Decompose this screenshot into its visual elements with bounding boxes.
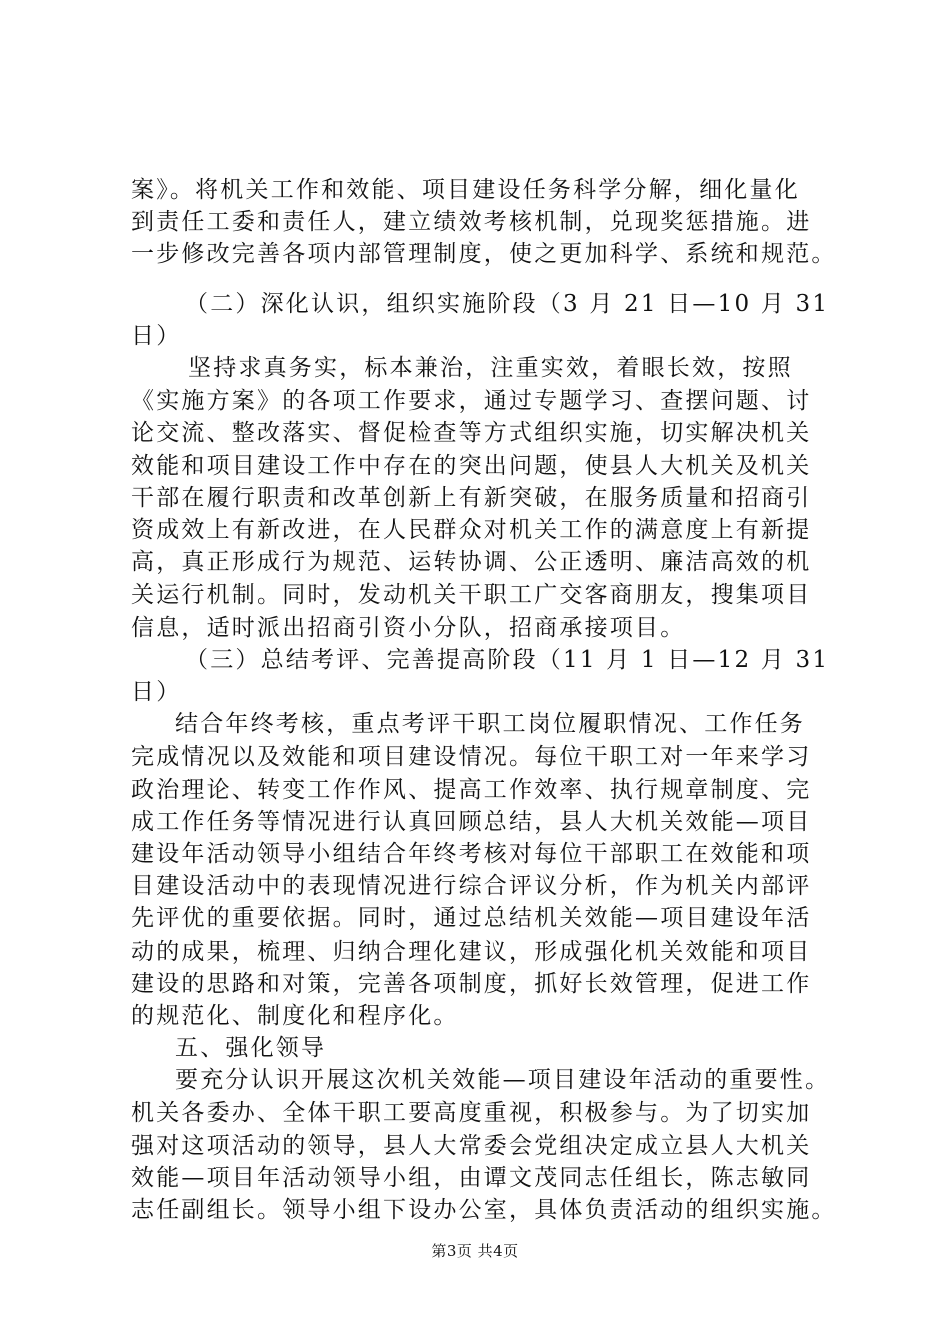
text-line: 政治理论、转变工作作风、提高工作效率、执行规章制度、完 (131, 777, 812, 803)
text-line: 效能和项目建设工作中存在的突出问题，使县人大机关及机关 (131, 453, 812, 479)
text-line: 《实施方案》的各项工作要求，通过专题学习、查摆问题、讨 (131, 388, 812, 414)
text-line: 建设年活动领导小组结合年终考核对每位干部职工在效能和项 (131, 841, 812, 867)
text-line: 建设的思路和对策，完善各项制度，抓好长效管理，促进工作 (131, 971, 812, 997)
text-line: 一步修改完善各项内部管理制度，使之更加科学、系统和规范。 (131, 241, 837, 267)
section-heading: （二）深化认识，组织实施阶段（3 月 21 日—10 月 31 (185, 291, 830, 317)
text-line: 先评优的重要依据。同时，通过总结机关效能—项目建设年活 (131, 905, 812, 931)
text-line: 信息，适时派出招商引资小分队，招商承接项目。 (131, 615, 686, 641)
text-line: 成工作任务等情况进行认真回顾总结，县人大机关效能—项目 (131, 809, 812, 835)
text-line: 干部在履行职责和改革创新上有新突破，在服务质量和招商引 (131, 485, 812, 511)
section-heading: 五、强化领导 (175, 1035, 327, 1061)
text-line: 机关各委办、全体干职工要高度重视，积极参与。为了切实加 (131, 1100, 812, 1126)
text-line: 效能—项目年活动领导小组，由谭文茂同志任组长，陈志敏同 (131, 1165, 812, 1191)
text-line: 论交流、整改落实、督促检查等方式组织实施，切实解决机关 (131, 420, 812, 446)
text-line: 结合年终考核，重点考评干职工岗位履职情况、工作任务 (175, 711, 805, 737)
text-line: 志任副组长。领导小组下设办公室，具体负责活动的组织实施。 (131, 1197, 837, 1223)
text-line: 到责任工委和责任人，建立绩效考核机制，兑现奖惩措施。进 (131, 209, 812, 235)
text-line: 的规范化、制度化和程序化。 (131, 1003, 459, 1029)
text-line: 完成情况以及效能和项目建设情况。每位干职工对一年来学习 (131, 744, 812, 770)
text-line: 关运行机制。同时，发动机关干职工广交客商朋友，搜集项目 (131, 582, 812, 608)
text-line: 日） (131, 679, 182, 705)
text-line: 日） (131, 323, 182, 349)
text-line: 目建设活动中的表现情况进行综合评议分析，作为机关内部评 (131, 873, 812, 899)
text-line: 坚持求真务实，标本兼治，注重实效，着眼长效，按照 (188, 355, 793, 381)
page-number: 第3页 共4页 (431, 1242, 519, 1260)
text-line: 高，真正形成行为规范、运转协调、公正透明、廉洁高效的机 (131, 549, 812, 575)
text-line: 强对这项活动的领导，县人大常委会党组决定成立县人大机关 (131, 1133, 812, 1159)
text-line: 要充分认识开展这次机关效能—项目建设年活动的重要性。 (175, 1067, 831, 1093)
text-line: 资成效上有新改进，在人民群众对机关工作的满意度上有新提 (131, 517, 812, 543)
text-line: 动的成果，梳理、归纳合理化建议，形成强化机关效能和项目 (131, 939, 812, 965)
section-heading: （三）总结考评、完善提高阶段（11 月 1 日—12 月 31 (185, 647, 830, 673)
text-line: 案》。将机关工作和效能、项目建设任务科学分解，细化量化 (131, 177, 800, 203)
